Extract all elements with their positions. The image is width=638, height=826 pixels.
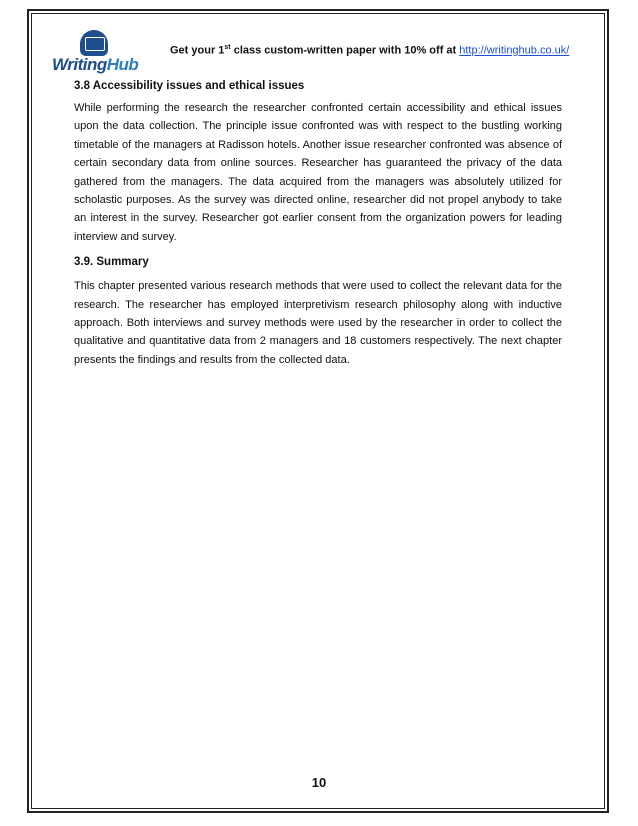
logo-text-hub: Hub [106, 55, 139, 74]
page-number: 10 [311, 775, 327, 790]
logo-text-writing: Writing [52, 55, 107, 74]
section-body-summary: This chapter presented various research methods that were used to collect the relevant data for the research. The researcher has employed interpretivism research philosophy along with inductive approach. Both interviews and survey methods were used by the researcher in order to collect the qualitative and quantitative data from 2 managers and 18 customers respectively. The next chapter presents the findings and results from the collected data. [74, 280, 562, 366]
header-promo [170, 44, 569, 57]
promo-suffix: class custom-written paper with 10% off at [230, 44, 460, 57]
logo-wordmark [52, 55, 138, 75]
document-body [74, 80, 562, 369]
section-heading-accessibility: 3.8 Accessibility issues and ethical issues [74, 80, 305, 92]
promo-superscript: st [224, 44, 231, 51]
promo-link[interactable]: http://writinghub.co.uk/ [459, 44, 570, 57]
promo-prefix: Get your 1 [170, 44, 225, 57]
writinghub-logo [52, 30, 138, 78]
section-heading-summary: 3.9. Summary [74, 256, 149, 269]
book-icon [80, 30, 108, 56]
section-body-accessibility: While performing the research the researcher confronted certain accessibility and ethical issues upon the data collection. The principle issue confronted was with respect to the bustling working timetable of the managers at Radisson hotels. Another issue researcher confronted was absence of certain secondary data from online sources. Researcher has guaranteed the privacy of the data gathered from the managers. The data acquired from the managers was absolutely utilized for scholastic purposes. As the survey was directed online, researcher did not propel anybody to take an interest in the survey. Researcher got earlier consent from the organization powers for leading interview and survey. [74, 102, 562, 243]
